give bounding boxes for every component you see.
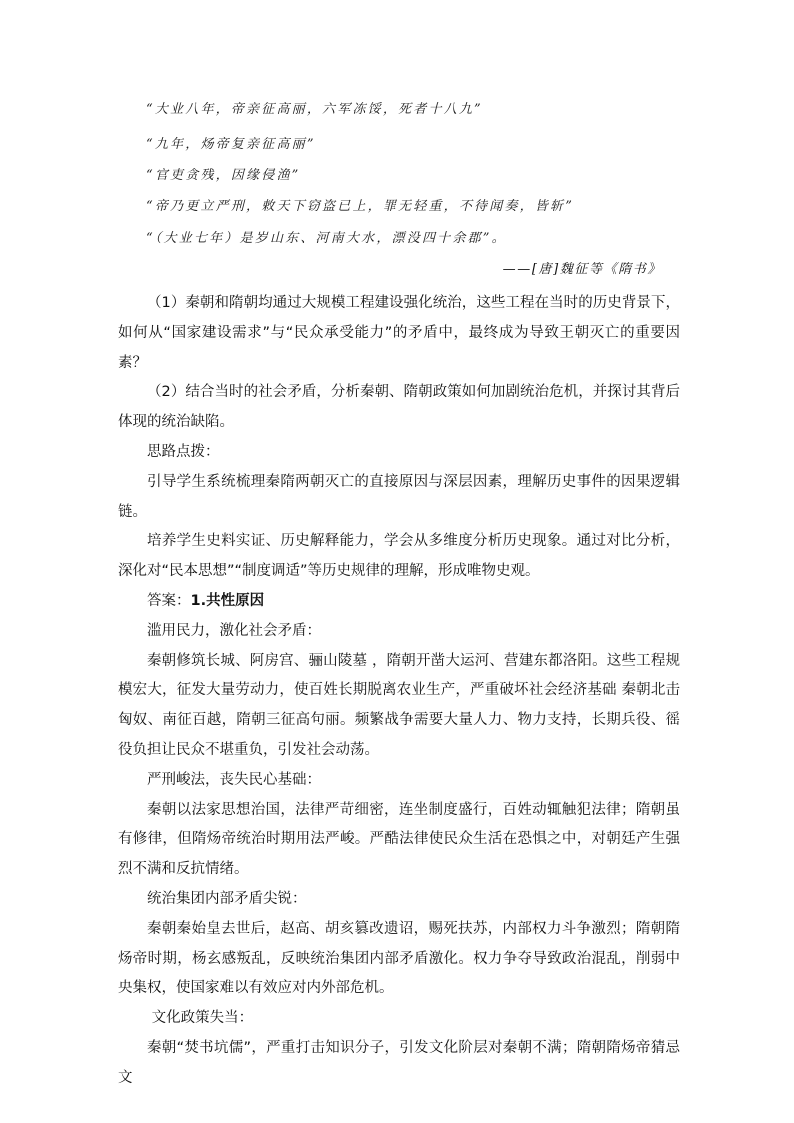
quote-line: “官吏贪残，因缘侵渔” xyxy=(146,168,301,183)
hint-2: 培养学生史料实证、历史解释能力，学会从多维度分析历史现象。通过对比分析，深化对“民本思想”“制度调适”等历史规律的理解，形成唯物史观。 xyxy=(118,533,680,580)
answer-label: 答案： xyxy=(147,592,191,609)
section-title: 文化政策失当： xyxy=(147,1010,254,1027)
quote-line: “（大业七年）是岁山东、河南大水，漂没四十余郡”。 xyxy=(146,231,507,246)
quote-line: “帝乃更立严刑，敕天下窃盗已上，罪无轻重，不待闻奏，皆斩” xyxy=(146,199,575,214)
hint-title: 思路点拨： xyxy=(147,443,220,460)
section-text: 秦朝修筑长城、阿房宫、骊山陵墓 ，隋朝开凿大运河、营建东都洛阳。这些工程规模宏大，征发大量劳动力，使百姓长期脱离农业生产，严重破坏社会经济基础 秦朝北击匈奴、南征百越，隋朝三征高句丽。频繁战争需要大量人力、物力支持，长期兵役、徭役负担让民众不堪重负，引发社会动荡。 xyxy=(118,652,680,758)
section-text: 秦朝以法家思想治国，法律严苛细密，连坐制度盛行，百姓动辄触犯法律；隋朝虽有修律，但隋炀帝统治时期用法严峻。严酷法律使民众生活在恐惧之中，对朝廷产生强烈不满和反抗情绪。 xyxy=(118,801,680,878)
question-1: （1）秦朝和隋朝均通过大规模工程建设强化统治，这些工程在当时的历史背景下，如何从“国家建设需求”与“民众承受能力”的矛盾中，最终成为导致王朝灭亡的重要因素？ xyxy=(118,295,680,371)
quote-source: ——[唐]魏征等《隋书》 xyxy=(502,262,662,277)
answer-line xyxy=(118,587,680,617)
document-body xyxy=(118,289,680,1094)
quote-line: “九年，炀帝复亲征高丽” xyxy=(146,137,316,152)
question-2: （2）结合当时的社会矛盾，分析秦朝、隋朝政策如何加剧统治危机，并探讨其背后体现的统治缺陷。 xyxy=(118,384,680,431)
section-text: 秦朝秦始皇去世后，赵高、胡亥篡改遗诏，赐死扶苏，内部权力斗争激烈；隋朝隋炀帝时期，杨玄感叛乱，反映统治集团内部矛盾激化。权力争夺导致政治混乱，削弱中央集权，使国家难以有效应对内外部危机。 xyxy=(118,920,680,997)
section-title: 严刑峻法，丧失民心基础： xyxy=(147,771,321,788)
quote-line: “大业八年，帝亲征高丽，六军冻馁，死者十八九” xyxy=(146,102,483,117)
section-title: 滥用民力，激化社会矛盾： xyxy=(147,622,321,639)
answer-heading: 1.共性原因 xyxy=(190,592,265,609)
hint-1: 引导学生系统梳理秦隋两朝灭亡的直接原因与深层因素，理解历史事件的因果逻辑链。 xyxy=(118,473,680,520)
section-title: 统治集团内部矛盾尖锐： xyxy=(147,890,307,907)
section-text: 秦朝“焚书坑儒”，严重打击知识分子，引发文化阶层对秦朝不满；隋朝隋炀帝猜忌文 xyxy=(118,1039,680,1086)
